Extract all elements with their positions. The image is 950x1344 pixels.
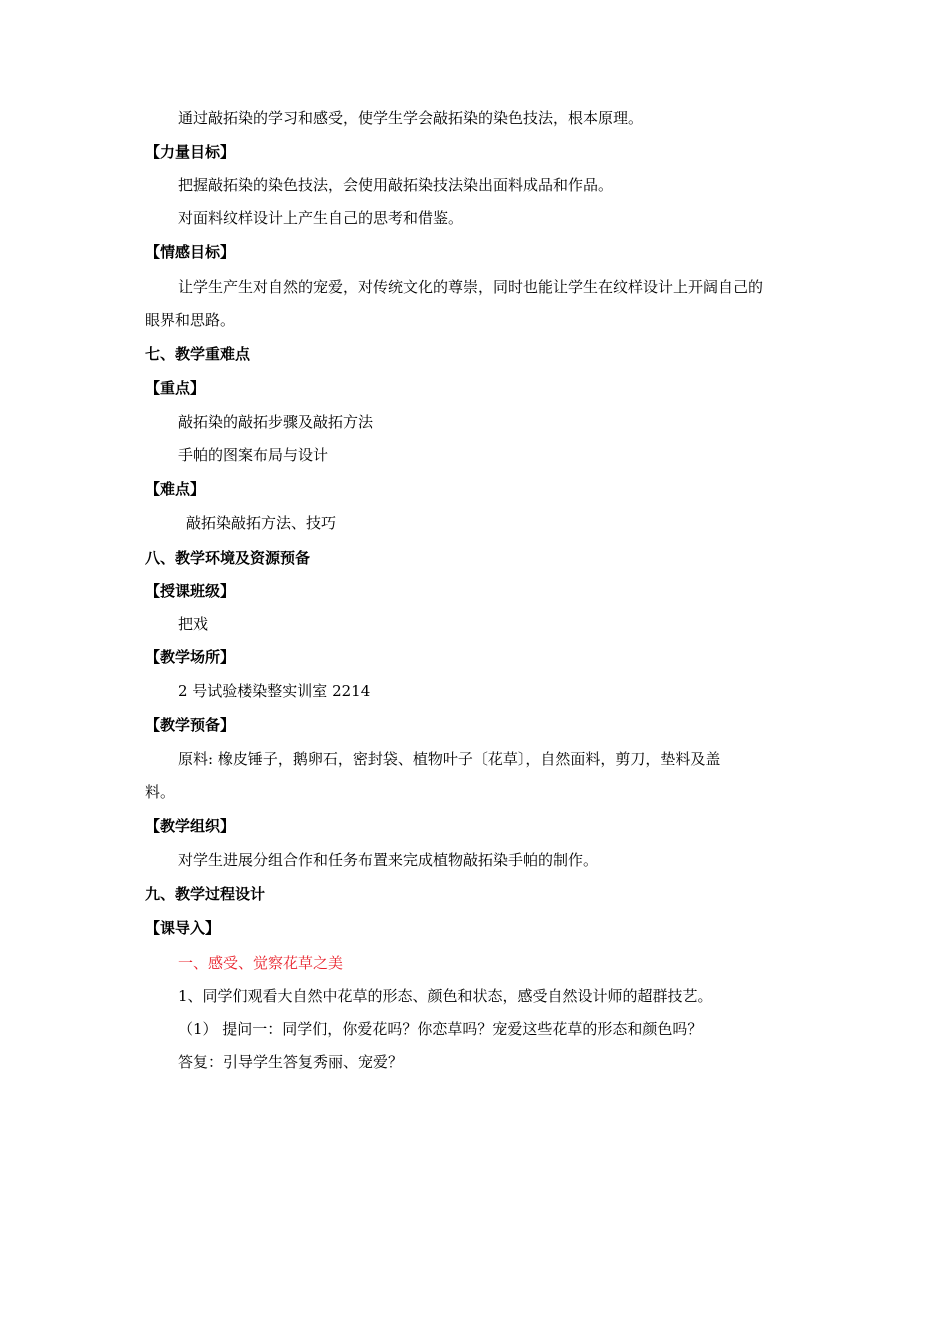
heading-section-9: 九、教学过程设计 xyxy=(145,885,266,903)
paragraph-key-1: 敲拓染的敲拓步骤及敲拓方法 xyxy=(178,413,374,431)
heading-preparation: 【教学预备】 xyxy=(145,716,236,734)
paragraph-emotion-2: 眼界和思路。 xyxy=(145,311,236,329)
paragraph-organization: 对学生进展分组合作和任务布置来完成植物敲拓染手帕的制作。 xyxy=(178,851,599,869)
heading-key-points: 【重点】 xyxy=(145,379,206,397)
heading-emotion-goal: 【情感目标】 xyxy=(145,243,236,261)
heading-section-8: 八、教学环境及资源预备 xyxy=(145,549,311,567)
heading-organization: 【教学组织】 xyxy=(145,817,236,835)
paragraph-ability-1: 把握敲拓染的染色技法，会使用敲拓染技法染出面料成品和作品。 xyxy=(178,176,614,194)
paragraph-ability-2: 对面料纹样设计上产生自己的思考和借鉴。 xyxy=(178,209,464,227)
paragraph-step-1: 1、同学们观看大自然中花草的形态、颜色和状态，感受自然设计师的超群技艺。 xyxy=(178,987,713,1005)
paragraph-answer: 答复：引导学生答复秀丽、宠爱？ xyxy=(178,1053,404,1071)
subheading-red: 一、感受、觉察花草之美 xyxy=(178,954,344,972)
paragraph-difficulty: 敲拓染敲拓方法、技巧 xyxy=(186,514,337,532)
paragraph-class: 把戏 xyxy=(178,615,209,633)
heading-venue: 【教学场所】 xyxy=(145,648,236,666)
heading-difficulty: 【难点】 xyxy=(145,480,206,498)
paragraph-venue: 2 号试验楼染整实训室 2214 xyxy=(178,682,371,700)
heading-section-7: 七、教学重难点 xyxy=(145,345,251,363)
heading-class: 【授课班级】 xyxy=(145,582,236,600)
paragraph-preparation-2: 料。 xyxy=(145,783,176,801)
heading-lesson-intro: 【课导入】 xyxy=(145,919,221,937)
paragraph-preparation-1: 原料: 橡皮锤子，鹅卵石，密封袋、植物叶子〔花草〕，自然面料，剪刀，垫料及盖 xyxy=(178,750,721,768)
paragraph-emotion-1: 让学生产生对自然的宠爱，对传统文化的尊崇，同时也能让学生在纹样设计上开阔自己的 xyxy=(178,278,764,296)
paragraph-intro: 通过敲拓染的学习和感受，使学生学会敲拓染的染色技法，根本原理。 xyxy=(178,109,644,127)
paragraph-key-2: 手帕的图案布局与设计 xyxy=(178,446,329,464)
paragraph-question-1: （1） 提问一：同学们，你爱花吗？你恋草吗？宠爱这些花草的形态和颜色吗？ xyxy=(178,1020,703,1038)
heading-ability-goal: 【力量目标】 xyxy=(145,143,236,161)
